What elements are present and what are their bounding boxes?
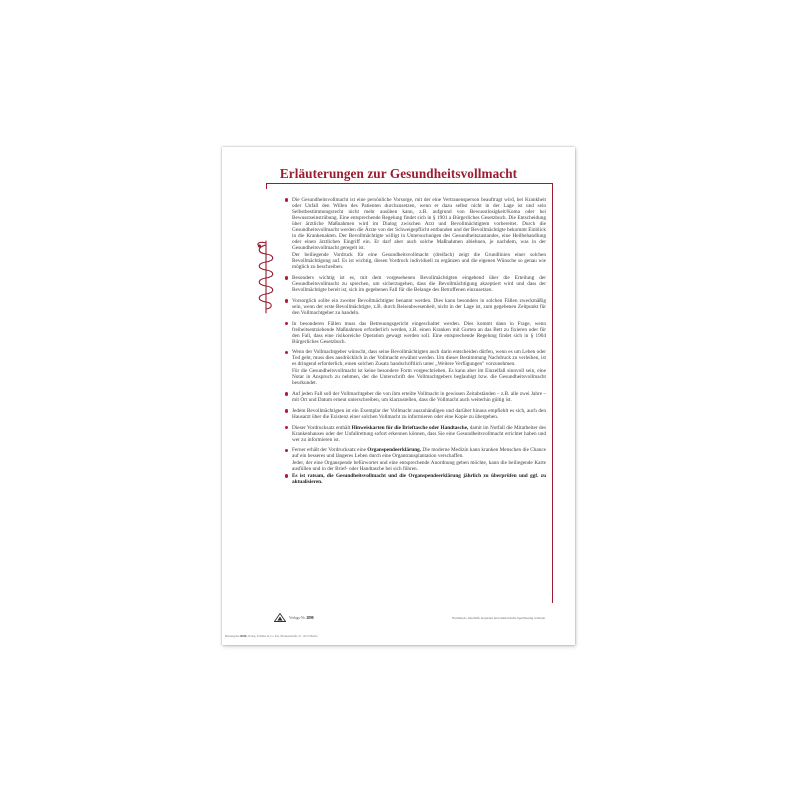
frame-line-left — [266, 183, 267, 189]
publisher-logo-icon — [274, 613, 286, 622]
text-tail: damit im Notfall die Mitarbeiter des Krankenhauses oder der Unfallrettung sofort erkennen können, dass Sie eine Gesundheitsvollmacht errichtet haben und wer zu informieren ist. — [292, 424, 546, 443]
text-lead: Dieser Vordrucksatz enthält — [292, 424, 352, 431]
paragraph: Der beiliegende Vordruck für eine Gesundheitsvollmacht (dreifach) zeigt die Grundlinien einer solchen Bevollmächtigung auf. Es ist wichtig, diesen Vordruck individuell zu ergänzen und die eigenen Wünsche so genau wie möglich zu beschreiben. — [292, 252, 546, 271]
paragraph-emphasis: Es ist ratsam, die Gesundheitsvollmacht und die Organspendeerklärung jährlich zu überprüfen und ggf. zu aktualisieren. — [292, 472, 546, 485]
list-item — [284, 321, 546, 345]
text-lead: Ferner erhält der Vordrucksatz eine — [292, 447, 368, 454]
bullet-icon — [285, 426, 289, 430]
paragraph: Jeder, der eine Organspende befürwortet und eine entsprechende Anordnung geben möchte, kann die beiliegende Karte ausfüllen und in der Brief- oder Handtasche bei sich führen. — [292, 460, 546, 473]
bullet-icon — [285, 198, 289, 202]
paragraph: Wenn der Vollmachtgeber wünscht, dass seine Bevollmächtigten auch darin entscheiden dürfen, wenn es um Leben oder Tod geht, muss dies ausdrücklich in der Vollmacht erwähnt werden. Um dieser Bestimmung Nachdruck zu verleihen, ist es dringend erforderlich, einen solchen Zusatz handschriftlich unter „Weitere Verfügungen" vorzunehmen. — [292, 349, 546, 368]
bullet-icon — [285, 322, 289, 326]
paragraph: Für die Gesundheitsvollmacht ist keine besondere Form vorgeschrieben. Es kann aber im Einzelfall sinnvoll sein, eine Notar in Anspruch zu nehmen, der die Unterschrift des Vollmachtgebers beglaubigt bzw. die Gesundheitsvollmacht beurkundet. — [292, 368, 546, 387]
list-item — [284, 298, 546, 316]
list-item — [284, 275, 546, 293]
list-item — [284, 408, 546, 420]
bullet-icon — [285, 409, 289, 413]
caduceus-icon — [253, 239, 279, 315]
paragraph: Die Gesundheitsvollmacht ist eine persönliche Vorsorge, mit der eine Vertrauensperson beauftragt wird, bei Krankheit oder Unfall den Willen des Patienten durchzusetzen, wenn er dazu selbst nicht in der Lage ist und sein Selbstbestimmungsrecht nicht mehr ausüben kann, z.B. aufgrund von Bewusstlosigkeit/Koma oder bei Bewusstseinstrübung. Eine entsprechende Regelung findet sich in § 1901 a Bürgerliches Gesetzbuch. Die Entscheidung über ärztliche Maßnahmen wird im Dialog zwischen Arzt und Bevollmächtigtem vorbereitet. Durch die Gesundheitsvollmacht werden die Ärzte von der Schweigepflicht entbunden und der Bevollmächtigte bekommt Einblick in die Krankenakten. Der Bevollmächtigte willigt in Untersuchungen des Gesundheitszustandes, eine Heilbehandlung oder einen ärztlichen Eingriff ein. Er darf aber auch solche Maßnahmen ablehnen, je nachdem, was in der Gesundheitsvollmacht geregelt ist. — [292, 197, 546, 252]
paragraph: Besonders wichtig ist es, mit dem vorgesehenen Bevollmächtigten eingehend über die Erteilung der Gesundheitsvollmacht zu sprechen, um sicherzugehen, dass die Bevollmächtigung akzeptiert wird und dass der Bevollmächtigte bereit ist, sich im gegebenen Fall für die Belange des Betroffenen einzusetzen. — [292, 274, 546, 293]
document-page — [222, 147, 575, 645]
publisher-order — [274, 613, 314, 622]
bullet-icon — [285, 351, 289, 355]
text-tail: Die moderne Medizin kann kranken Menschen die Chance auf ein besseres und längeres Leben durch eine Organtransplantation verschaffen. — [292, 447, 546, 460]
bullet-icon — [285, 276, 289, 280]
explanation-list — [284, 197, 546, 489]
copyright-notice: Nachdruck, Abschrift, Kopieren und elektronische Speicherung verboten — [452, 616, 545, 620]
bullet-icon — [285, 474, 289, 478]
frame-line-top — [266, 183, 553, 184]
bullet-icon — [285, 299, 289, 303]
paragraph: Vorsorglich sollte ein zweiter Bevollmächtigter benannt werden. Dies kann besonders in solchen Fällen zweckmäßig sein, wenn der erste Bevollmächtigte, z.B. durch Reiseabwesenheit, nicht in der Lage ist, zum gegebenen Zeitpunkt für den Vollmachtgeber zu handeln. — [292, 297, 546, 316]
list-item — [284, 349, 546, 386]
imprint-brand: RNK — [240, 634, 247, 638]
list-item — [284, 425, 546, 443]
bullet-icon — [285, 449, 289, 453]
paragraph: Jedem Bevollmächtigten ist ein Exemplar der Vollmacht auszuhändigen und darüber hinaus empfiehlt es sich, auch den Hausarzt über die Existenz einer solchen Vollmacht zu informieren oder eine Kopie zu übergeben. — [292, 407, 546, 420]
list-item — [284, 447, 546, 472]
imprint-prefix: Herausgeber — [225, 634, 240, 638]
imprint — [225, 634, 317, 638]
list-item — [284, 391, 546, 403]
paragraph: In besonderen Fällen muss das Betreuungsgericht eingeschaltet werden. Dies kommt dann in Frage, wenn freiheitsentziehende Maßnahmen erforderlich werden, z.B. einen Kranken mit Gurten an das Bett zu fixieren oder für den Fall, dass eine risikoreiche Operation gewagt werden soll. Eine entsprechende Regelung findet sich in § 1904 Bürgerliches Gesetzbuch. — [292, 320, 546, 345]
paragraph: Auf jeden Fall soll der Vollmachtgeber die von ihm erteilte Vollmacht in gewissen Zeitabständen – z.B. alle zwei Jahre – mit Ort und Datum erneut unterschreiben, um klarzustellen, dass die Vollmacht auch weiterhin gültig ist. — [292, 390, 546, 403]
list-item — [284, 197, 546, 270]
bullet-icon — [285, 392, 289, 396]
order-label: Verlags-Nr. — [289, 615, 306, 620]
imprint-text: -Verlag, Schlüter & Co. KG, Brunnenstraße 47, 10115 Berlin — [246, 634, 318, 638]
paragraph — [292, 425, 546, 443]
list-item — [284, 473, 546, 485]
text-emphasis: Organspendeerklärung. — [367, 447, 422, 454]
page-title: Erläuterungen zur Gesundheitsvollmacht — [279, 166, 518, 181]
frame-line-right — [552, 183, 553, 603]
order-number — [289, 616, 314, 620]
text-emphasis: Hinweiskarten für die Brieftasche oder Handtasche, — [351, 424, 469, 431]
paragraph — [292, 447, 546, 459]
order-value: 2890 — [306, 615, 314, 620]
